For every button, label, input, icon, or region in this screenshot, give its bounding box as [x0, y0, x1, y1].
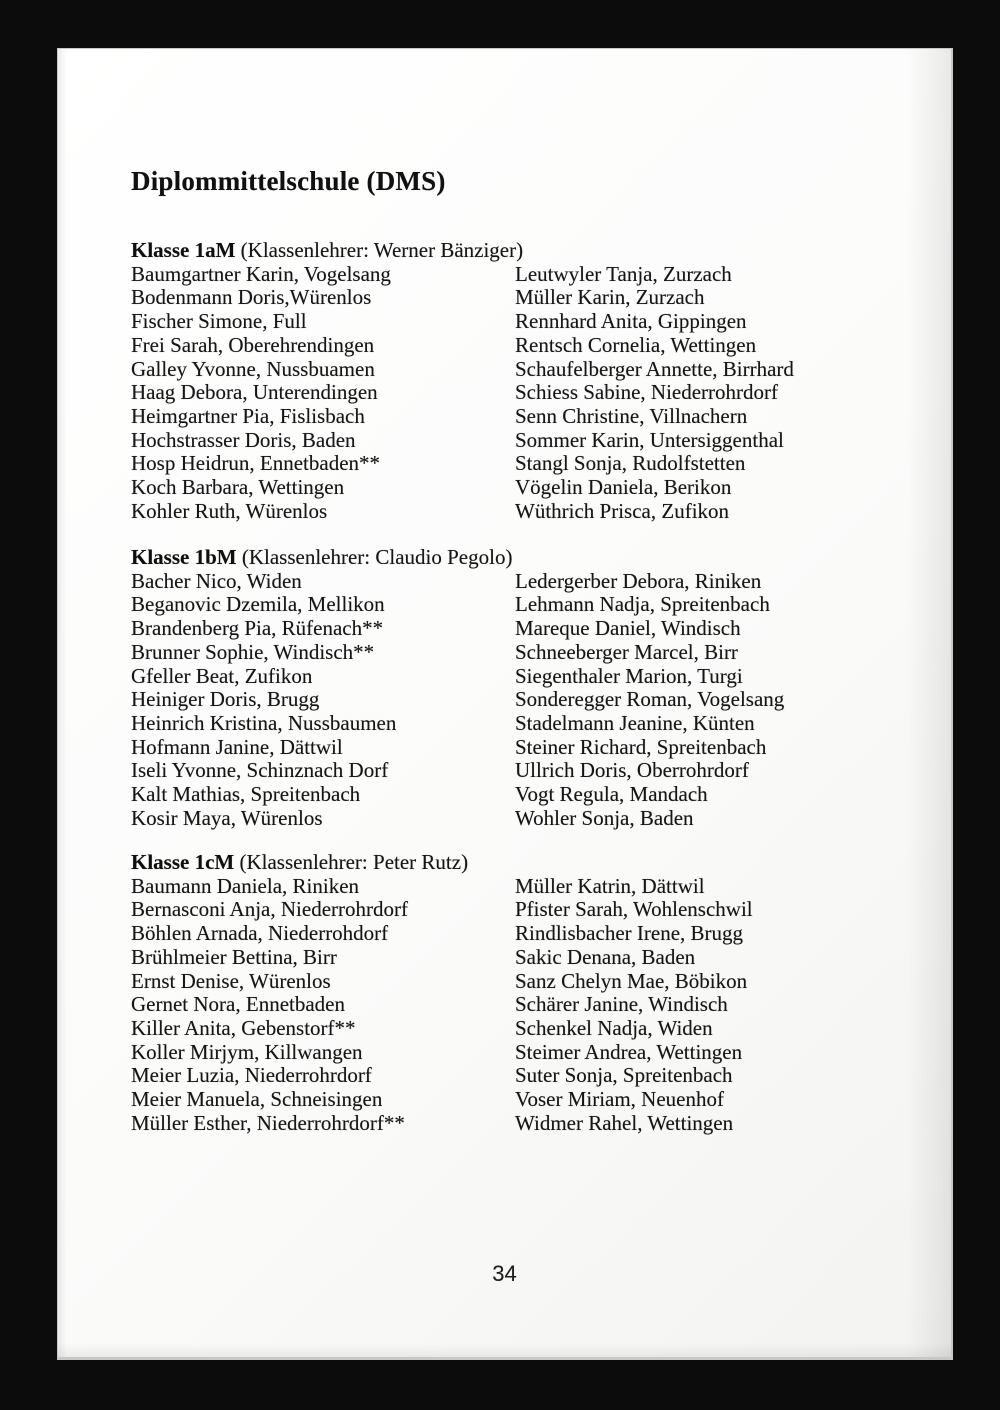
document-page: [57, 48, 953, 1360]
class-section-1am: [131, 239, 935, 523]
class-name: Klasse 1aM: [131, 238, 236, 262]
class-section-1bm: [131, 546, 935, 830]
student-entry: Sommer Karin, Untersiggenthal: [515, 427, 784, 452]
student-entry: Stangl Sonja, Rudolfstetten: [515, 451, 746, 476]
student-entry: Meier Manuela, Schneisingen: [131, 1087, 383, 1112]
student-entry: Widmer Rahel, Wettingen: [515, 1110, 734, 1135]
teacher-label: (Klassenlehrer: Peter Rutz): [239, 850, 469, 874]
student-entry: Baumann Daniela, Riniken: [131, 873, 360, 898]
student-entry: Koch Barbara, Wettingen: [131, 475, 345, 500]
student-entry: Schiess Sabine, Niederrohrdorf: [515, 380, 779, 405]
student-entry: Siegenthaler Marion, Turgi: [515, 663, 743, 688]
student-entry: Wüthrich Prisca, Zufikon: [515, 498, 730, 523]
student-entry: Beganovic Dzemila, Mellikon: [131, 592, 385, 617]
student-entry: Rentsch Cornelia, Wettingen: [515, 332, 757, 357]
student-entry: Brunner Sophie, Windisch**: [131, 639, 375, 664]
student-entry: Koller Mirjym, Killwangen: [131, 1039, 363, 1064]
class-name: Klasse 1cM: [131, 850, 235, 874]
student-entry: Bodenmann Doris,Würenlos: [131, 285, 372, 310]
class-header: [131, 239, 935, 263]
student-entry: Schneeberger Marcel, Birr: [515, 639, 738, 664]
student-entry: Sanz Chelyn Mae, Böbikon: [515, 968, 748, 993]
student-entry: Hosp Heidrun, Ennetbaden**: [131, 451, 381, 476]
student-entry: Leutwyler Tanja, Zurzach: [515, 261, 732, 286]
student-columns: [131, 263, 935, 524]
student-entry: Ernst Denise, Würenlos: [131, 968, 331, 993]
class-section-1cm: [131, 851, 935, 1135]
student-entry: Pfister Sarah, Wohlenschwil: [515, 897, 753, 922]
student-entry: Sakic Denana, Baden: [515, 944, 696, 969]
class-name: Klasse 1bM: [131, 545, 237, 569]
student-entry: Brühlmeier Bettina, Birr: [131, 944, 337, 969]
student-entry: Heiniger Doris, Brugg: [131, 687, 320, 712]
class-header: [131, 851, 935, 875]
student-entry: Kalt Mathias, Spreitenbach: [131, 782, 361, 807]
student-columns: [131, 570, 935, 831]
student-entry: Meier Luzia, Niederrohrdorf: [131, 1063, 372, 1088]
student-entry: Wohler Sonja, Baden: [515, 805, 694, 830]
student-entry: Iseli Yvonne, Schinznach Dorf: [131, 758, 389, 783]
student-entry: Heimgartner Pia, Fislisbach: [131, 403, 365, 428]
student-entry: Schenkel Nadja, Widen: [515, 1015, 713, 1040]
student-entry: Suter Sonja, Spreitenbach: [515, 1063, 733, 1088]
student-entry: Gernet Nora, Ennetbaden: [131, 992, 345, 1017]
student-column-right: [515, 570, 935, 831]
student-column-left: [131, 875, 515, 1136]
student-entry: Vogt Regula, Mandach: [515, 782, 708, 807]
student-entry: Vögelin Daniela, Berikon: [515, 475, 732, 500]
student-entry: Ledergerber Debora, Riniken: [515, 568, 762, 593]
student-entry: Ullrich Doris, Oberrohrdorf: [515, 758, 749, 783]
student-entry: Voser Miriam, Neuenhof: [515, 1087, 724, 1112]
student-entry: Haag Debora, Unterendingen: [131, 380, 378, 405]
student-entry: Baumgartner Karin, Vogelsang: [131, 261, 391, 286]
teacher-label: (Klassenlehrer: Werner Bänziger): [240, 238, 524, 262]
student-entry: Brandenberg Pia, Rüfenach**: [131, 616, 384, 641]
student-entry: Rindlisbacher Irene, Brugg: [515, 921, 744, 946]
student-entry: Heinrich Kristina, Nussbaumen: [131, 710, 397, 735]
page-number: 34: [492, 1261, 517, 1286]
student-entry: Gfeller Beat, Zufikon: [131, 663, 313, 688]
student-entry: Müller Katrin, Dättwil: [515, 873, 705, 898]
student-entry: Stadelmann Jeanine, Künten: [515, 710, 755, 735]
student-entry: Bacher Nico, Widen: [131, 568, 302, 593]
student-entry: Steimer Andrea, Wettingen: [515, 1039, 743, 1064]
student-entry: Kohler Ruth, Würenlos: [131, 498, 328, 523]
student-entry: Müller Esther, Niederrohrdorf**: [131, 1110, 405, 1135]
student-column-left: [131, 263, 515, 524]
student-entry: Sonderegger Roman, Vogelsang: [515, 687, 785, 712]
student-entry: Senn Christine, Villnachern: [515, 403, 748, 428]
student-entry: Killer Anita, Gebenstorf**: [131, 1015, 356, 1040]
student-entry: Rennhard Anita, Gippingen: [515, 309, 747, 334]
student-entry: Galley Yvonne, Nussbuamen: [131, 356, 375, 381]
student-entry: Hofmann Janine, Dättwil: [131, 734, 343, 759]
student-entry: Bernasconi Anja, Niederrohrdorf: [131, 897, 408, 922]
student-entry: Frei Sarah, Oberehrendingen: [131, 332, 375, 357]
student-column-left: [131, 570, 515, 831]
student-columns: [131, 875, 935, 1136]
student-column-right: [515, 263, 935, 524]
class-header: [131, 546, 935, 570]
student-entry: Kosir Maya, Würenlos: [131, 805, 323, 830]
student-entry: Steiner Richard, Spreitenbach: [515, 734, 767, 759]
student-entry: Schärer Janine, Windisch: [515, 992, 728, 1017]
student-entry: Böhlen Arnada, Niederrohdorf: [131, 921, 389, 946]
teacher-label: (Klassenlehrer: Claudio Pegolo): [241, 545, 513, 569]
student-entry: Lehmann Nadja, Spreitenbach: [515, 592, 770, 617]
student-entry: Hochstrasser Doris, Baden: [131, 427, 356, 452]
student-column-right: [515, 875, 935, 1136]
student-entry: Müller Karin, Zurzach: [515, 285, 705, 310]
student-entry: Mareque Daniel, Windisch: [515, 616, 741, 641]
student-entry: Schaufelberger Annette, Birrhard: [515, 356, 794, 381]
document-title: Diplommittelschule (DMS): [131, 166, 446, 196]
student-entry: Fischer Simone, Full: [131, 309, 307, 334]
